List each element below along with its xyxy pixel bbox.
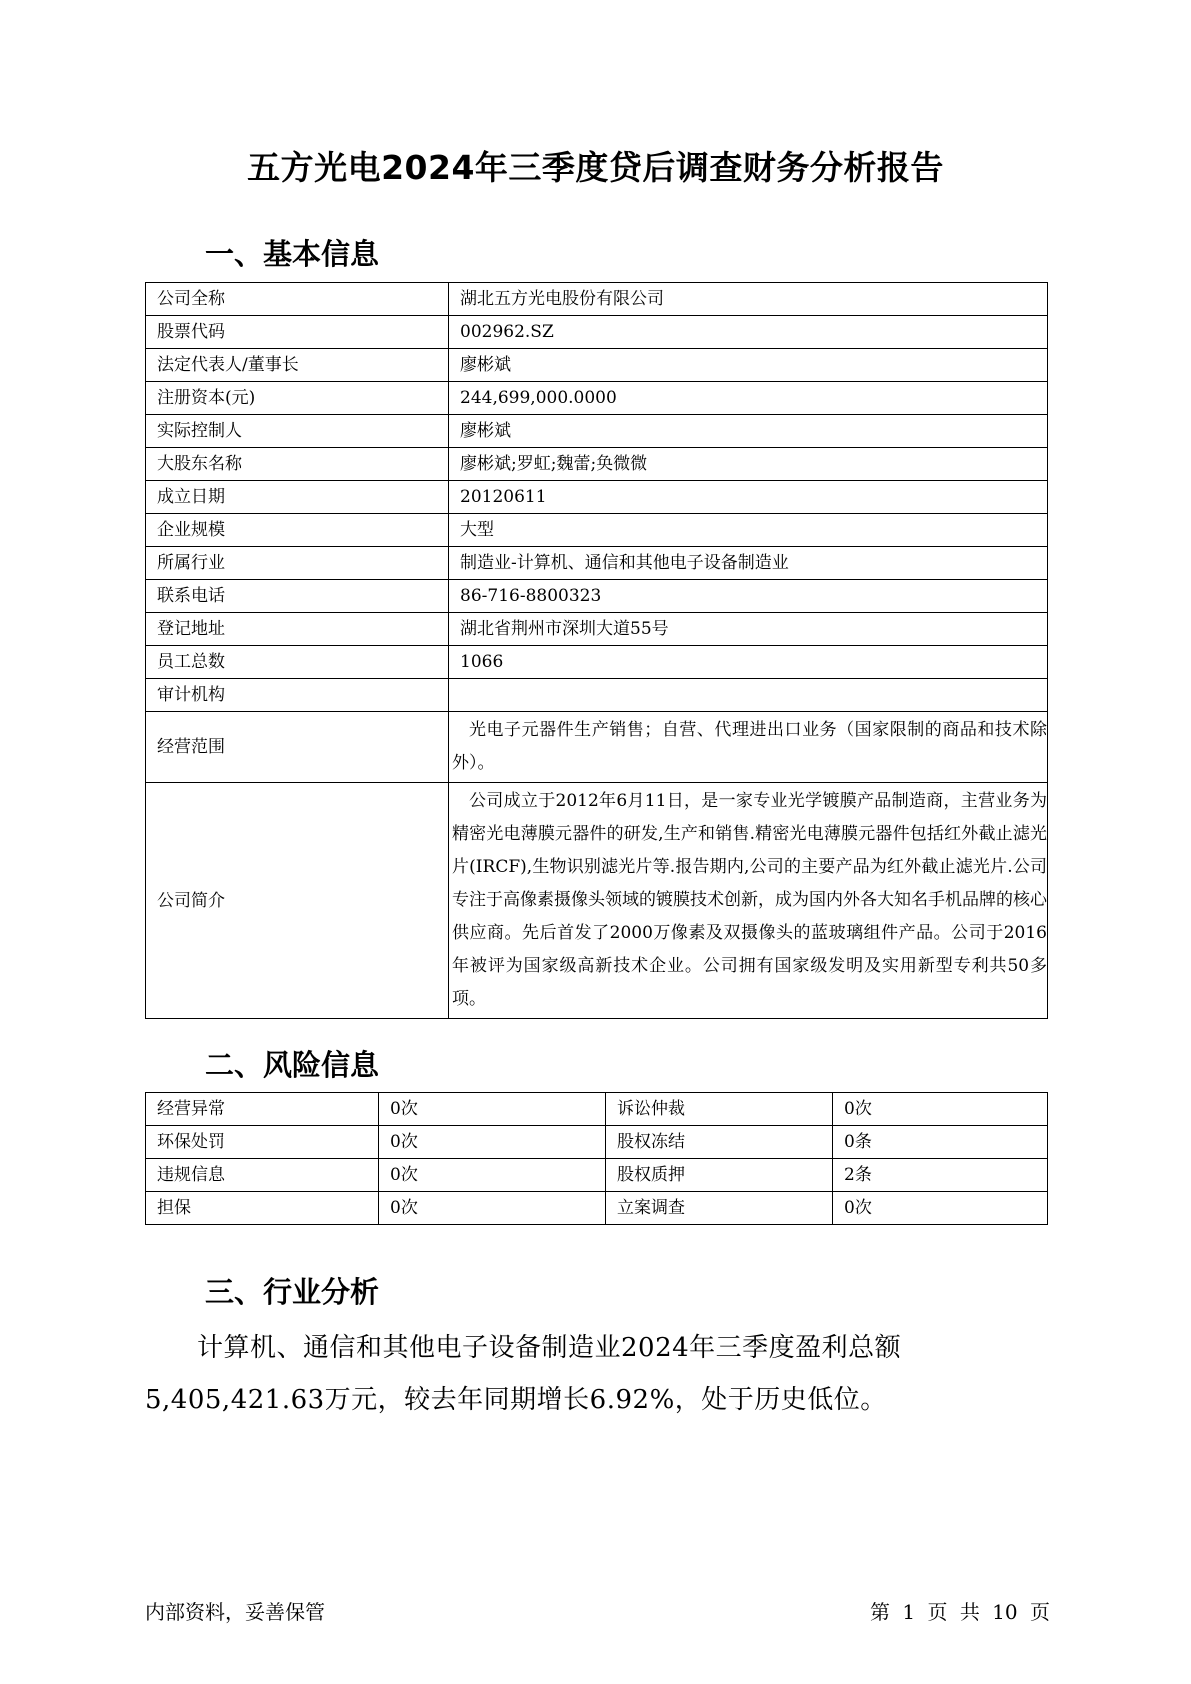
risk-label: 立案调查: [606, 1192, 833, 1225]
footer-page-number: 第 1 页 共 10 页: [870, 1600, 1050, 1624]
basic-info-row: [146, 415, 1048, 448]
risk-label: 诉讼仲裁: [606, 1093, 833, 1126]
risk-value: 0次: [833, 1093, 1048, 1126]
basic-info-row: [146, 580, 1048, 613]
risk-label: 担保: [146, 1192, 379, 1225]
basic-info-value: 86-716-8800323: [449, 580, 1048, 613]
risk-value: 0次: [379, 1159, 606, 1192]
risk-info-table: [145, 1092, 1048, 1225]
risk-value: 0次: [833, 1192, 1048, 1225]
risk-value: 0次: [379, 1093, 606, 1126]
risk-info-row: [146, 1093, 1048, 1126]
risk-value: 2条: [833, 1159, 1048, 1192]
basic-info-value: 廖彬斌;罗虹;魏蕾;奂微微: [449, 448, 1048, 481]
risk-label: 经营异常: [146, 1093, 379, 1126]
basic-info-row: [146, 514, 1048, 547]
basic-info-label: 成立日期: [146, 481, 449, 514]
risk-label: 环保处罚: [146, 1126, 379, 1159]
basic-info-row: [146, 283, 1048, 316]
risk-info-row: [146, 1192, 1048, 1225]
risk-value: 0次: [379, 1126, 606, 1159]
basic-info-label: 公司全称: [146, 283, 449, 316]
basic-info-value: 1066: [449, 646, 1048, 679]
basic-info-label: 注册资本(元): [146, 382, 449, 415]
basic-info-row: [146, 646, 1048, 679]
risk-info-row: [146, 1126, 1048, 1159]
business-scope-value: 光电子元器件生产销售；自营、代理进出口业务（国家限制的商品和技术除外）。: [449, 712, 1048, 783]
risk-value: 0条: [833, 1126, 1048, 1159]
basic-info-row: [146, 679, 1048, 712]
basic-info-value: 湖北省荆州市深圳大道55号: [449, 613, 1048, 646]
basic-info-table: [145, 282, 1048, 1019]
basic-info-value: 湖北五方光电股份有限公司: [449, 283, 1048, 316]
basic-info-value: 廖彬斌: [449, 415, 1048, 448]
basic-info-value: 大型: [449, 514, 1048, 547]
business-scope-row: [146, 712, 1048, 783]
basic-info-label: 员工总数: [146, 646, 449, 679]
basic-info-label: 登记地址: [146, 613, 449, 646]
basic-info-row: [146, 547, 1048, 580]
basic-info-label: 审计机构: [146, 679, 449, 712]
basic-info-row: [146, 481, 1048, 514]
basic-info-value: 制造业-计算机、通信和其他电子设备制造业: [449, 547, 1048, 580]
basic-info-value: [449, 679, 1048, 712]
basic-info-label: 企业规模: [146, 514, 449, 547]
industry-analysis-text: 计算机、通信和其他电子设备制造业2024年三季度盈利总额5,405,421.63万元，较去年同期增长6.92%，处于历史低位。: [145, 1333, 902, 1415]
section-industry-heading: 三、行业分析: [205, 1275, 380, 1309]
footer-confidential-note: 内部资料，妥善保管: [145, 1600, 325, 1624]
basic-info-value: 244,699,000.0000: [449, 382, 1048, 415]
basic-info-value: 廖彬斌: [449, 349, 1048, 382]
company-profile-value: 公司成立于2012年6月11日，是一家专业光学镀膜产品制造商，主营业务为精密光电薄膜元器件的研发,生产和销售.精密光电薄膜元器件包括红外截止滤光片(IRCF),生物识别滤光片等.报告期内,公司的主要产品为红外截止滤光片.公司专注于高像素摄像头领域的镀膜技术创新，成为国内外各大知名手机品牌的核心供应商。先后首发了2000万像素及双摄像头的蓝玻璃组件产品。公司于2016年被评为国家级高新技术企业。公司拥有国家级发明及实用新型专利共50多项。: [449, 783, 1048, 1019]
basic-info-row: [146, 382, 1048, 415]
basic-info-row: [146, 316, 1048, 349]
risk-label: 股权质押: [606, 1159, 833, 1192]
risk-label: 股权冻结: [606, 1126, 833, 1159]
basic-info-label: 联系电话: [146, 580, 449, 613]
report-title: 五方光电2024年三季度贷后调查财务分析报告: [247, 148, 944, 187]
section-basic-info-heading: 一、基本信息: [205, 237, 380, 271]
business-scope-label: 经营范围: [146, 712, 449, 783]
basic-info-row: [146, 448, 1048, 481]
risk-info-row: [146, 1159, 1048, 1192]
basic-info-label: 实际控制人: [146, 415, 449, 448]
risk-label: 违规信息: [146, 1159, 379, 1192]
section-risk-info-heading: 二、风险信息: [205, 1048, 380, 1082]
basic-info-label: 大股东名称: [146, 448, 449, 481]
basic-info-value: 20120611: [449, 481, 1048, 514]
basic-info-label: 所属行业: [146, 547, 449, 580]
basic-info-row: [146, 349, 1048, 382]
risk-value: 0次: [379, 1192, 606, 1225]
basic-info-label: 股票代码: [146, 316, 449, 349]
basic-info-label: 法定代表人/董事长: [146, 349, 449, 382]
company-profile-label: 公司简介: [146, 783, 449, 1019]
basic-info-value: 002962.SZ: [449, 316, 1048, 349]
basic-info-row: [146, 613, 1048, 646]
company-profile-row: [146, 783, 1048, 1019]
